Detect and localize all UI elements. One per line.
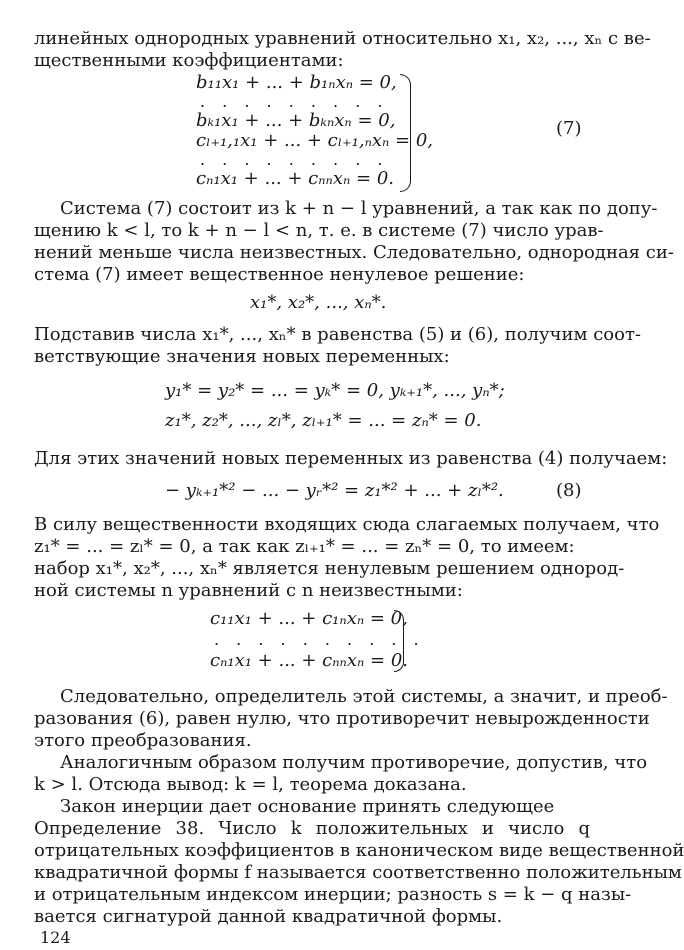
- system-7-row-1: b₁₁x₁ + ... + b₁ₙxₙ = 0,: [196, 72, 397, 93]
- para6-line-1: Аналогичным образом получим противоречие, допустив, что: [60, 752, 648, 773]
- para1-line-2: щению k < l, то k + n − l < n, т. е. в системе (7) число урав-: [34, 220, 604, 241]
- system-final-row-1: c₁₁x₁ + ... + c₁ₙxₙ = 0,: [210, 608, 408, 629]
- solution-vector: x₁*, x₂*, ..., xₙ*.: [250, 292, 387, 313]
- definition-line-3: квадратичной формы f называется соответственно положительным: [34, 862, 682, 883]
- para6-line-2: k > l. Отсюда вывод: k = l, теорема доказана.: [34, 774, 467, 795]
- system-7-dots-1: . . . . . . . . .: [200, 92, 389, 111]
- system-7-row-4: cₙ₁x₁ + ... + cₙₙxₙ = 0.: [196, 168, 394, 189]
- para4-line-4: ной системы n уравнений с n неизвестными:: [34, 580, 463, 601]
- para5-line-3: этого преобразования.: [34, 730, 252, 751]
- para2-line-2: ветствующие значения новых переменных:: [34, 346, 450, 367]
- para1-line-1: Система (7) состоит из k + n − l уравнений, а так как по допу-: [60, 198, 658, 219]
- intro-line-2: щественными коэффициентами:: [34, 50, 344, 71]
- para1-line-4: стема (7) имеет вещественное ненулевое решение:: [34, 264, 525, 285]
- system-7-brace: [400, 74, 411, 192]
- system-final-brace: [394, 610, 404, 672]
- system-final-dots: . . . . . . . . . .: [214, 630, 425, 649]
- para2-line-1: Подставив числа x₁*, ..., xₙ* в равенства (5) и (6), получим соот-: [34, 324, 641, 345]
- definition-line-2: отрицательных коэффициентов в каноническом виде вещественной: [34, 840, 684, 861]
- para4-line-3: набор x₁*, x₂*, ..., xₙ* является ненулевым решением однород-: [34, 558, 625, 579]
- page-number: 124: [40, 928, 71, 947]
- para7-line: Закон инерции дает основание принять следующее: [60, 796, 555, 817]
- para4-line-2: z₁* = ... = zₗ* = 0, а так как zₗ₊₁* = ... = zₙ* = 0, то имеем:: [34, 536, 575, 557]
- para1-line-3: нений меньше числа неизвестных. Следовательно, однородная си-: [34, 242, 674, 263]
- system-7-row-2: bₖ₁x₁ + ... + bₖₙxₙ = 0,: [196, 110, 396, 131]
- system-7-label: (7): [556, 118, 582, 139]
- definition-line-1: Определение 38. Число k положительных и число q: [34, 818, 590, 839]
- equation-8: − yₖ₊₁*² − ... − yᵣ*² = z₁*² + ... + zₗ*².: [165, 480, 504, 501]
- system-final-row-2: cₙ₁x₁ + ... + cₙₙxₙ = 0.: [210, 650, 408, 671]
- para4-line-1: В силу вещественности входящих сюда слагаемых получаем, что: [34, 514, 660, 535]
- intro-line-1: линейных однородных уравнений относительно x₁, x₂, ..., xₙ с ве-: [34, 28, 651, 49]
- definition-line-5: вается сигнатурой данной квадратичной формы.: [34, 906, 503, 927]
- para3-line: Для этих значений новых переменных из равенства (4) получаем:: [34, 448, 668, 469]
- system-7-row-3: cₗ₊₁,₁x₁ + ... + cₗ₊₁,ₙxₙ = 0,: [196, 130, 434, 151]
- equation-8-label: (8): [556, 480, 582, 501]
- para5-line-2: разования (6), равен нулю, что противоречит невырожденности: [34, 708, 650, 729]
- system-7-dots-2: . . . . . . . . .: [200, 150, 389, 169]
- values-y: y₁* = y₂* = ... = yₖ* = 0, yₖ₊₁*, ..., yₙ*;: [165, 380, 505, 401]
- para5-line-1: Следовательно, определитель этой системы, а значит, и преоб-: [60, 686, 668, 707]
- values-z: z₁*, z₂*, ..., zₗ*, zₗ₊₁* = ... = zₙ* = 0.: [165, 410, 482, 431]
- definition-line-4: и отрицательным индексом инерции; разность s = k − q назы-: [34, 884, 632, 905]
